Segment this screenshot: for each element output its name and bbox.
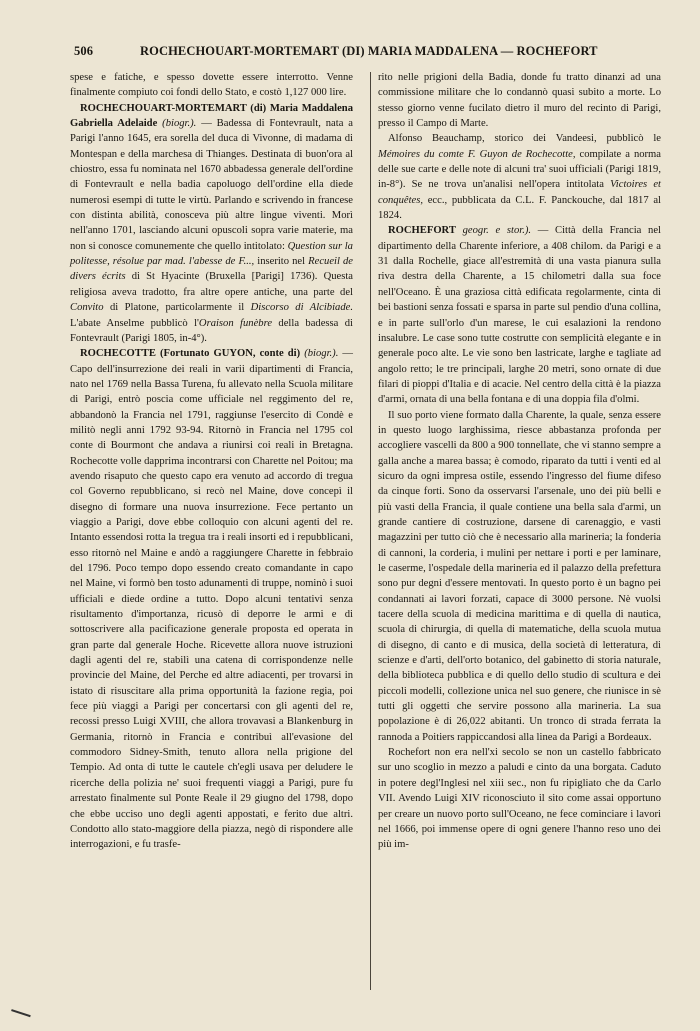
work-title: Mémoires du comte F. Guyon de Rochecotte, [378, 148, 576, 160]
work-title: Recueil de divers écrits [70, 256, 353, 283]
entry-category: (biogr.). [162, 118, 197, 130]
paragraph-continued: spese e fatiche, e spesso dovette essere interrotto. Venne finalmente compiuto coi fondi dello Stato, e costò 1,127 000 lire. [70, 72, 353, 99]
entry-text: di St Hyacinte (Bruxella [Parigi] 1736). Questa religiosa aveva tradotto, fra altre opere antiche, una parte del [70, 271, 354, 298]
running-header [70, 44, 628, 62]
entry-heading: ROCHEFORT [388, 225, 456, 237]
entry-text: di Platone, particolarmente il [103, 302, 251, 314]
paragraph-beauchamp [378, 131, 661, 223]
running-title: ROCHECHOUART-MORTEMART (DI) MARIA MADDALENA — ROCHEFORT [140, 44, 598, 58]
entry-category: geogr. e stor.). [462, 225, 532, 237]
work-title: Convito [70, 302, 104, 314]
entry-category: (biogr.). [304, 348, 339, 360]
work-title: Oraison funèbre [198, 317, 273, 329]
entry-rochecotte [70, 346, 353, 852]
left-column [70, 70, 353, 853]
page-number: 506 [74, 44, 94, 58]
entry-text: Alfonso Beauchamp, storico dei Vandeesi, pubblicò le [388, 133, 661, 145]
entry-text: ecc., pubblicata da C.L. F. Panckouche, dal 1817 al 1824. [378, 194, 661, 222]
page-corner-mark [9, 1009, 30, 1023]
work-title: Question sur la politesse, résolue par mad. l'abesse de F..., [70, 240, 353, 268]
work-title: Victoires et conquêtes, [378, 179, 661, 206]
entry-text: compilate a norma delle sue carte e delle note di alcuni tra' suoi ufficiali (Parigi 1819, in-8°). Se ne trova un'analisi nell'opera intitolata [378, 148, 662, 191]
entry-text: della badessa di Fontevrault (Parigi 1805, in-4°). [70, 317, 353, 344]
paragraph-continued: rito nelle prigioni della Badia, donde fu tratto dinanzi ad una commissione militare che lo condannò quasi subito a morte. Lo stesso giorno venne fucilato dietro il muro del recinto di Parigi, presso il Campo di Marte. [378, 72, 661, 130]
entry-text: L'abate Anselme pubblicò l' [70, 317, 199, 329]
entry-text: — Capo dell'insurrezione dei reali in varii dipartimenti di Francia, nato nel 1769 nella Bassa Turena, fu allevato nella Scuola militare di Parigi, entrò poscia come ufficiale nel reggimento del re, abbandonò la Francia nel 1791, raggiunse l'esercito di Condè e militò negli anni 1792 93-94. Ritornò in Francia nel 1795 col conte di Bourmont che andava a riunirsi coi reali in Bretagna. Rochecotte volle dapprima incontrarsi con Charette nel Poitou; ma avendo risaputo che questo capo era venuto ad accordo di tregua col Governo repubblicano, si recò nel Maine, dove concepì il disegno di formare una nuova insurrezione. Fece pertanto un viaggio a Parigi, dove ebbe colloquio con alcuni agenti del re. Intanto essendosi rotta la tregua tra i reali insorti ed i repubblicani, esso ritornò nel Maine e andò a raggiungere Charette in febbraio del 1796. Poco tempo dopo essendo creato comandante in capo nel Maine, vi formò ben tosto adunamenti di truppe, nominò i suoi ufficiali e diede ordine a tutto. Dopo alcuni tentativi senza risultamento d'importanza, ricusò di deporre le armi e di sottoscrivere alla pacificazione generale proposta ed operata in gran parte dal generale Hoche. Ricevette allora nuove istruzioni dagli agenti del re, stabilì una catena di corrispondenze nelle provincie del Maine, del Perche ed altre adiacenti, per trovarsi in istato di risuscitare alla prima opportunità la fazione regia, poi fece più viaggi a Parigi per concertarsi con gli agenti del re, recossi presso Luigi XVIII, che allora trovavasi a Blankenburg in Germania, ritornò in Francia e contribuì all'evasione del commodoro Sidney-Smith, tenuto allora nella prigione del Tempio. Ad onta di tutte le cautele ch'egli usava per deludere le ricerche della polizia ne' suoi frequenti viaggi a Parigi, pure fu arrestato finalmente sul Ponte Reale il 29 giugno del 1798, dopo che ebbe ucciso uno degli agenti appostati, e ferito due altri. Condotto allo stato-maggiore della piazza, negò di rispondere alle interrogazioni, e fu trasfe- [70, 348, 354, 851]
column-divider [370, 72, 371, 990]
entry-text: — Badessa di Fontevrault, nata a Parigi l'anno 1645, era sorella del duca di Vivonne, di madama di Montespan e della marchesa di Thianges. Destinata di buon'ora al chiostro, essa fu nominata nel 1670 abbadessa generale dell'ordine di Fontevrault e nella badia capoluogo dell'ordine ella diede numerosi esempi di tutte le virtù. Parlando e scrivendo in francese con distinta abilità, conosceva più altre lingue viventi. Morì nell'anno 1701, lasciando alcuni opuscoli sopra varie materie, ma non si conosce comunemente che quello intitolato: [70, 118, 353, 252]
paragraph-port: Il suo porto viene formato dalla Charente, la quale, senza essere in questo luogo larghissima, riesce abbastanza profonda per accogliere vascelli da 800 a 900 tonnellate, che vi stanno sempre a galla anche a marea bassa; è comodo, riparato da tutti i venti ed al sicuro da ogni impresa ostile, essendo l'ingresso del fiume difeso da cinque forti. Sono da osservarsi l'arsenale, uno dei più belli e più vasti della Francia, il quale contiene una bella sala d'armi, un grande cantiere di costruzione, darsene di carenaggio, e vasti magazzini per tutto ciò che è necessario alla marineria; la fonderia di cannoni, la corderia, i mulini per nettare i porti e per laminare, le caserme, l'ospedale della marineria ed il palazzo della prefettura sono pur degni d'essere mentovati. In questo porto è un bagno pei condannati ai lavori forzati, capace di 3000 persone. Nè vuolsi tacere della scuola di medicina marittima e di quella di nautica, scuola di chirurgia, di quella di matematiche, della scuola mutua di disegno, di canto e di musica, della società di letteratura, di scienze e d'arti, dell'orto botanico, del gabinetto di storia naturale, della biblioteca pubblica e di quello dello studio di scultura e dei piccoli modelli, collezione unica nel suo genere, che riunisce in sè tutti gli oggetti che servire possono alla marineria. La sua popolazione è di 26,022 abitanti. Un tronco di strada ferrata la rannoda a Poitiers rappiccandosi alla linea da Parigi a Bordeaux. [378, 409, 661, 743]
entry-rochechouart-mortemart [70, 101, 353, 347]
paragraph-history: Rochefort non era nell'xi secolo se non un castello fabbricato sur uno scoglio in mezzo a paludi e cinto da una borgata. Caduto in potere degl'Inglesi nel xiii sec., non fu ripigliato che da Carlo VII. Avendo Luigi XIV riconosciuto il sito come assai opportuno per creare un nuovo porto sull'Oceano, ne fece cominciare i lavori nel 1666, poi immense opere di ogni genere l'hanno reso uno dei più im- [378, 747, 661, 851]
entry-heading: ROCHECOTTE (Fortunato GUYON, conte di) [80, 348, 301, 360]
entry-text: — Città della Francia nel dipartimento della Charente inferiore, a 408 chilom. da Parigi e a 31 dalla Rochelle, giace all'estremità di una vasta pianura sulla riva destra della Charente, a 15 chilometri dalla sua foce nell'Oceano. È una graziosa città edificata regolarmente, cinta di bei bastioni senza fossati e sparsa in parte sul pendìo d'una collina, e in parte sull'orlo d'un marese, le cui esalazioni la rendono insalubre. Le case sono tutte costrutte con semplicità elegante e in generale poco alte. Le vie sono ben lastricate, larghe e tagliate ad angolo retto; le tre principali, larghe 20 metri, sono ornate di due filari di pioppi d'Italia e di acacie. Nel centro della città è la piazza d'armi, ornata di una bella fontana e di una doppia fila d'olmi. [378, 225, 661, 406]
work-title: Discorso di Alcibiade. [250, 302, 353, 314]
right-column [378, 70, 661, 853]
entry-text: inserito nel [254, 256, 309, 268]
entry-rochefort [378, 223, 661, 407]
entry-heading: ROCHECHOUART-MORTEMART (di) Maria Maddalena Gabriella Adelaide [70, 102, 353, 130]
